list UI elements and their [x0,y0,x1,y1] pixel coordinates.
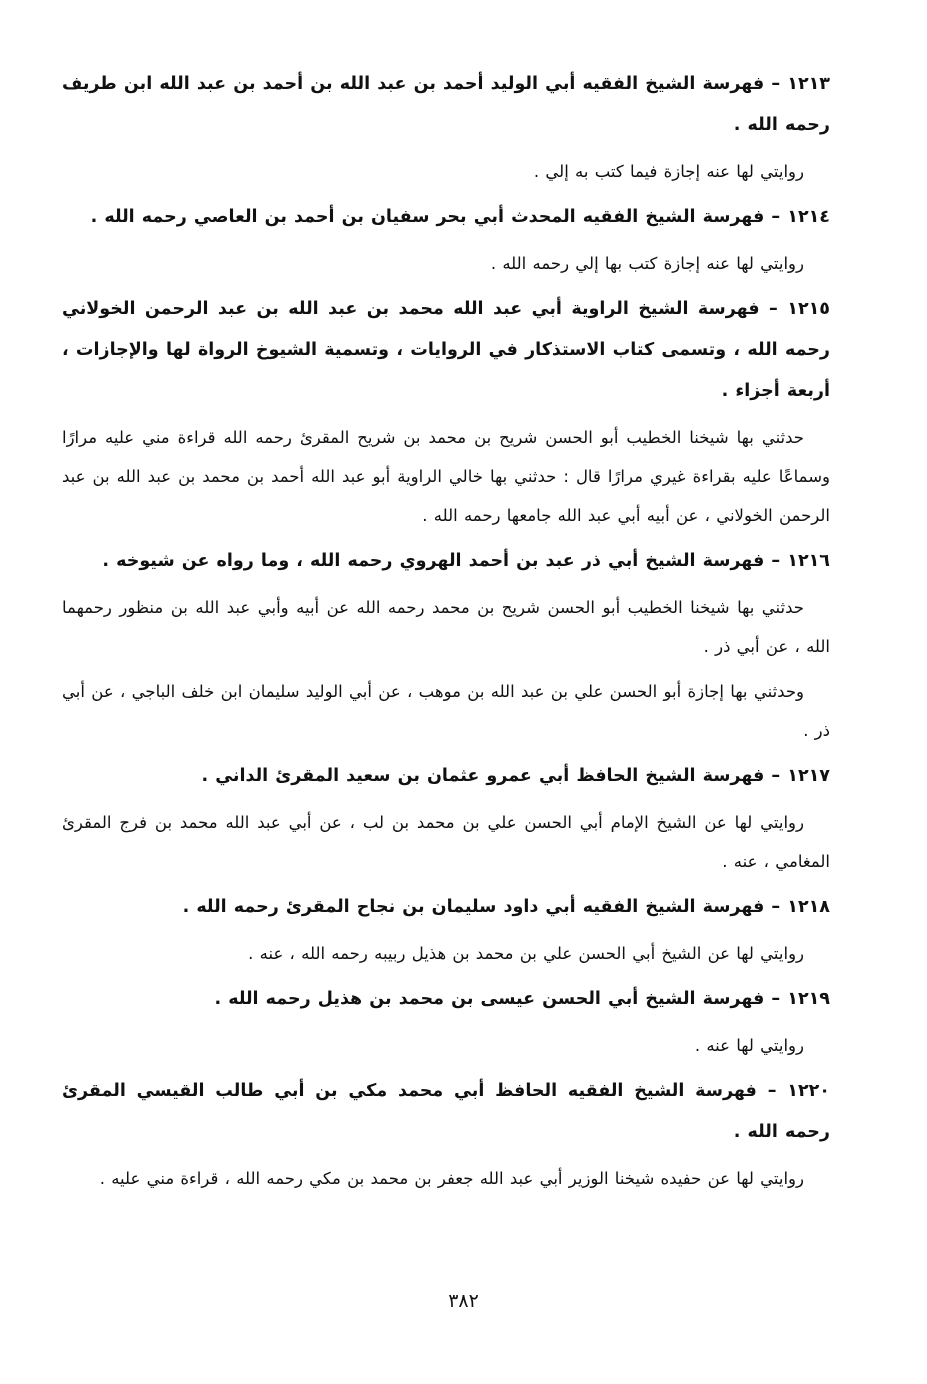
entry-paragraph: روايتي لها عن حفيده شيخنا الوزير أبي عبد الله جعفر بن محمد بن مكي رحمه الله ، قراءة مني عليه . [99,1169,804,1188]
entry-title: ١٢١٩ – فهرسة الشيخ أبي الحسن عيسى بن محمد بن هذيل رحمه الله . [214,989,830,1009]
entry-1214 [62,197,830,283]
entry-paragraph: روايتي لها عنه إجازة فيما كتب به إلي . [533,162,804,181]
entry-1216 [62,541,830,750]
entry-paragraph: وحدثني بها إجازة أبو الحسن علي بن عبد الله بن موهب ، عن أبي الوليد سليمان ابن خلف الباجي ، عن أبي ذر . [62,682,830,740]
page-number: ٣٨٢ [448,1290,479,1312]
entry-title: ١٢١٥ – فهرسة الشيخ الراوية أبي عبد الله محمد بن عبد الله بن عبد الرحمن الخولاني رحمه الله ، وتسمى كتاب الاستذكار في الروايات ، وتسمية الشيوخ الرواة لها والإجازات ، أربعة أجزاء . [62,299,830,401]
entry-1215 [62,289,830,535]
entry-paragraph: روايتي لها عن الشيخ الإمام أبي الحسن علي بن محمد بن لب ، عن أبي عبد الله محمد بن فرج المقرئ المغامي ، عنه . [62,813,830,871]
entry-paragraph: روايتي لها عنه . [694,1036,804,1055]
entry-paragraph: حدثني بها شيخنا الخطيب أبو الحسن شريح بن محمد بن شريح المقرئ رحمه الله قراءة مني عليه مرارًا وسماعًا عليه بقراءة غيري مرارًا قال : حدثني بها خالي الراوية أبو عبد الله أحمد بن محمد بن عبد الله بن عبد الرحمن الخولاني ، عن أبيه أبي عبد الله جامعها رحمه الله . [62,428,830,525]
entry-title: ١٢١٧ – فهرسة الشيخ الحافظ أبي عمرو عثمان بن سعيد المقرئ الداني . [201,766,830,786]
entry-1213 [62,64,830,191]
entry-paragraph: روايتي لها عنه إجازة كتب بها إلي رحمه الله . [490,254,804,273]
entry-1217 [62,756,830,881]
entry-1219 [62,979,830,1065]
entry-title: ١٢١٤ – فهرسة الشيخ الفقيه المحدث أبي بحر سفيان بن أحمد بن العاصي رحمه الله . [90,207,830,227]
entry-title: ١٢٢٠ – فهرسة الشيخ الفقيه الحافظ أبي محمد مكي بن أبي طالب القيسي المقرئ رحمه الله . [62,1081,830,1142]
entry-paragraph: روايتي لها عن الشيخ أبي الحسن علي بن محمد بن هذيل ربيبه رحمه الله ، عنه . [248,944,804,963]
entry-title: ١٢١٦ – فهرسة الشيخ أبي ذر عبد بن أحمد الهروي رحمه الله ، وما رواه عن شيوخه . [102,551,830,571]
entry-paragraph: حدثني بها شيخنا الخطيب أبو الحسن شريح بن محمد رحمه الله عن أبيه وأبي عبد الله بن منظور رحمهما الله ، عن أبي ذر . [62,598,830,656]
book-page [62,64,830,1204]
entry-1220 [62,1071,830,1198]
entry-title: ١٢١٨ – فهرسة الشيخ الفقيه أبي داود سليمان بن نجاح المقرئ رحمه الله . [182,897,830,917]
entry-1218 [62,887,830,973]
entry-title: ١٢١٣ – فهرسة الشيخ الفقيه أبي الوليد أحمد بن عبد الله بن أحمد بن عبد الله ابن طريف رحمه الله . [62,74,830,135]
